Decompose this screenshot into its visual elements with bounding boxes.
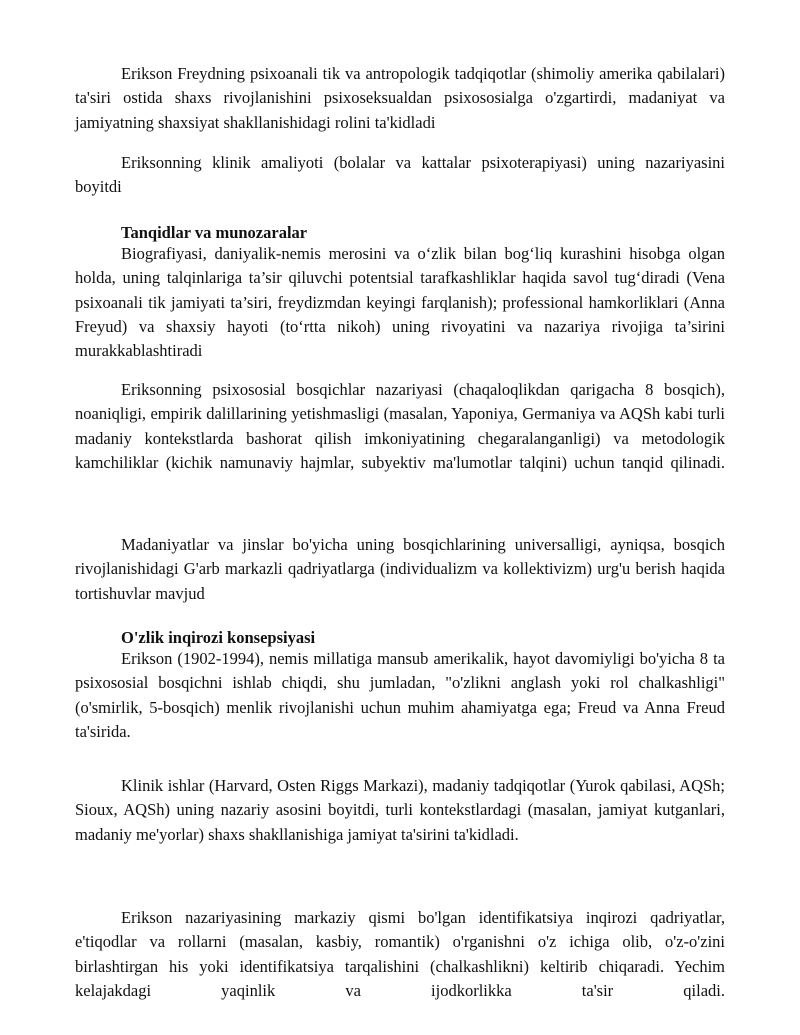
paragraph-clinical-work: Klinik ishlar (Harvard, Osten Riggs Markazi), madaniy tadqiqotlar (Yurok qabilasi, AQSh; Sioux, AQSh) uning nazariy asosini boyitdi, turli kontekstlardagi (masalan, jamiyat kutganlari, madaniy me'yorlar) shaxs shakllanishiga jamiyat ta'sirini ta'kidladi. [75, 776, 725, 844]
heading-identity-crisis: O'zlik inqirozi konsepsiyasi [121, 628, 316, 647]
paragraph-clinical-practice: Eriksonning klinik amaliyoti (bolalar va kattalar psixoterapiyasi) uning nazariyasini boyitdi [75, 153, 725, 197]
paragraph-identity-crisis-core: Erikson nazariyasining markaziy qismi bo'lgan identifikatsiya inqirozi qadriyatlar, e'tiqodlar va rollarni (masalan, kasbiy, romantik) o'rganishni o'z ichiga olib, o'z-o'zini birlashtirgan his yoki identifikatsiya tarqalishini (chalkashlikni) keltirib chiqaradi. Yechim kelajakdagi yaqinlik va ijodkorlikka ta'sir qiladi. [75, 908, 725, 1000]
paragraph-erikson-stages: Erikson (1902-1994), nemis millatiga mansub amerikalik, hayot davomiyligi bo'yicha 8 ta psixososial bosqichni ishlab chiqdi, shu jumladan, "o'zlikni anglash yoki rol chalkashligi" (o'smirlik, 5-bosqich) menlik rivojlanishi uchun muhim ahamiyatga ega; Freud va Anna Freud ta'sirida. [75, 649, 725, 741]
paragraph-biography-bias: Biografiyasi, daniyalik-nemis merosini va o‘zlik bilan bog‘liq kurashini hisobga olgan holda, uning talqinlariga ta’sir qiluvchi potentsial tarafkashliklar haqida savol tug‘diradi (Vena psixoanali tik jamiyati ta’siri, freydizmdan keyingi farqlanish); professional hamkorliklari (Anna Freyud) va shaxsiy hayoti (to‘rtta nikoh) uning rivoyatini va nazariya rivojiga ta’sirini murakkablashtiradi [75, 244, 725, 361]
paragraph-universality-debate: Madaniyatlar va jinslar bo'yicha uning bosqichlarining universalligi, ayniqsa, bosqich rivojlanishidagi G'arb markazli qadriyatlarga (individualizm va kollektivizm) urg'u berish haqida tortishuvlar mavjud [75, 535, 725, 603]
paragraph-stages-criticism: Eriksonning psixososial bosqichlar nazariyasi (chaqaloqlikdan qarigacha 8 bosqich), noaniqligi, empirik dalillarining yetishmasligi (masalan, Yaponiya, Germaniya va AQSh kabi turli madaniy kontekstlarda bashorat qilish imkoniyatining chegaralanganligi) va metodologik kamchiliklar (kichik namunaviy hajmlar, subyektiv ma'lumotlar talqini) uchun tanqid qilinadi. [75, 380, 725, 472]
paragraph-erikson-freud-influence: Erikson Freydning psixoanali tik va antropologik tadqiqotlar (shimoliy amerika qabilalari) ta'siri ostida shaxs rivojlanishini psixoseksualdan psixososialga o'zgartirdi, madaniyat va jamiyatning shaxsiyat shakllanishidagi rolini ta'kidladi [75, 64, 725, 132]
heading-criticism: Tanqidlar va munozaralar [121, 223, 308, 242]
